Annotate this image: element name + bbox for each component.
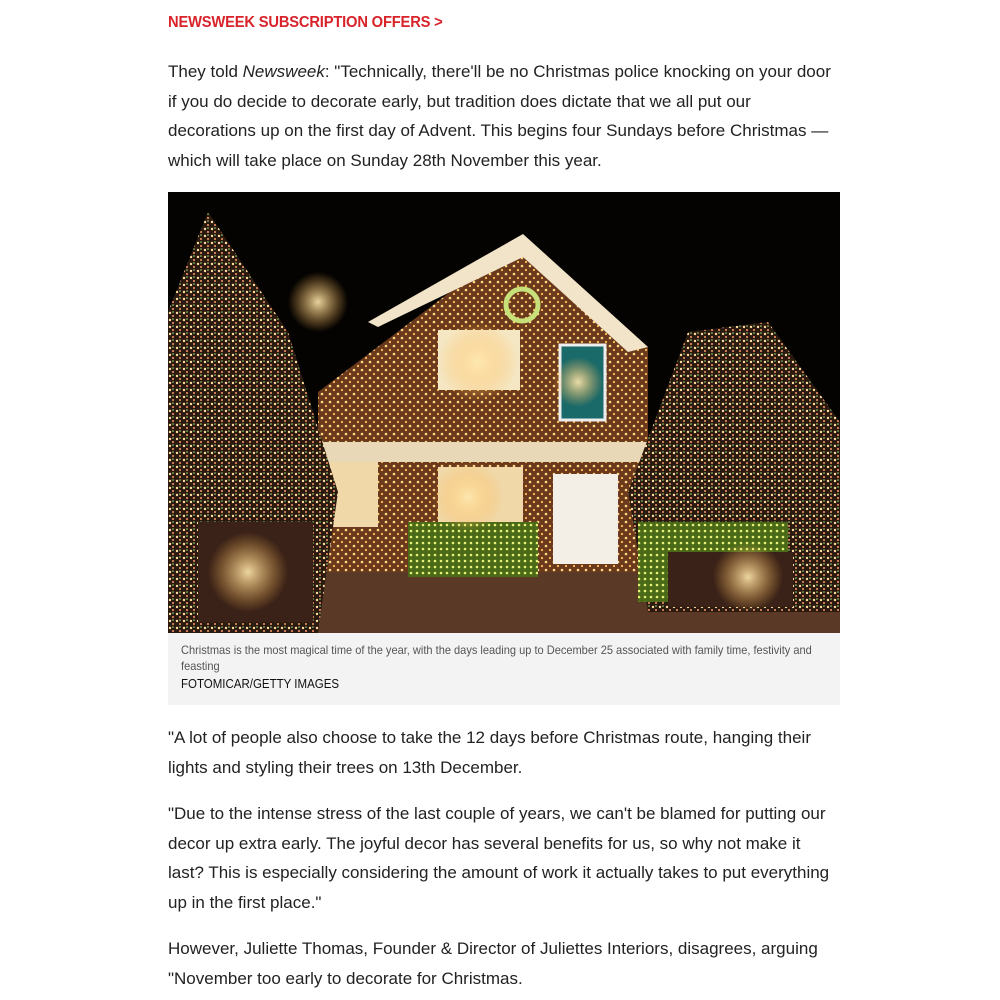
- photo-credit: FOTOMICAR/GETTY IMAGES: [181, 677, 340, 691]
- article-paragraph: [168, 57, 840, 175]
- article-paragraph: "Due to the intense stress of the last couple of years, we can't be blamed for putting our decor up extra early. The joyful decor has several benefits for us, so why not make it last? This is especially considering the amount of work it actually takes to put everything up in the first place.": [168, 804, 830, 912]
- article-paragraph: However, Juliette Thomas, Founder & Director of Juliettes Interiors, disagrees, arguing "November too early to decorate for Christmas.: [168, 939, 818, 988]
- article-figure: [168, 192, 840, 705]
- publication-name: Newsweek: [242, 62, 325, 81]
- christmas-house-photo: [168, 192, 840, 633]
- article-paragraph: "A lot of people also choose to take the 12 days before Christmas route, hanging their lights and styling their trees on 13th December.: [168, 728, 811, 777]
- paragraph-text: : "Technically, there'll be no Christmas police knocking on your door if you do decide to decorate early, but tradition does dictate that we all put our decorations up on the first day of Advent. This begins four Sundays before Christmas — which will take place on Sunday 28th November this year.: [168, 62, 831, 170]
- paragraph-text: They told: [168, 62, 243, 81]
- subscription-offers-link[interactable]: NEWSWEEK SUBSCRIPTION OFFERS >: [168, 14, 443, 31]
- figure-caption: Christmas is the most magical time of the year, with the days leading up to December 25 associated with family time, festivity and feasting: [181, 643, 812, 673]
